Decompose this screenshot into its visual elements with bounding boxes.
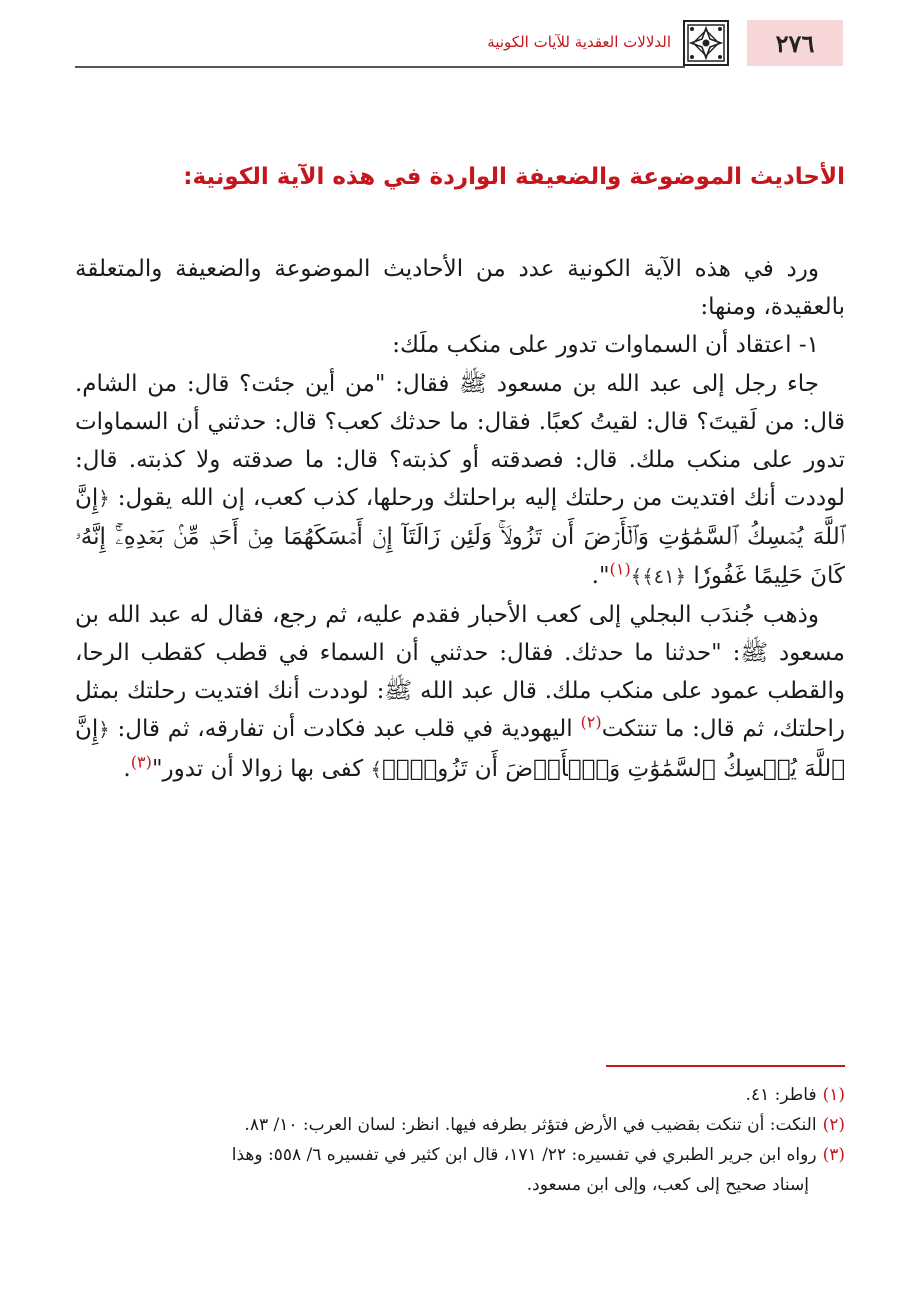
- footnote-text: فاطر: ٤١.: [745, 1085, 817, 1105]
- quran-close-bracket: ﴾: [370, 757, 382, 781]
- hadith-2-text-3: كفى بها زوالا أن تدور": [151, 755, 364, 782]
- footnote-number: (١): [822, 1085, 845, 1105]
- footnote-separator: [606, 1065, 845, 1067]
- hadith-2-text-2: اليهودية في قلب عبد فكادت أن تفارقه، ثم قال:: [117, 716, 573, 743]
- hadith-2-text-1: وذهب جُندَب البجلي إلى كعب الأحبار فقدم عليه، ثم رجع، فقال له عبد الله بن مسعود ﷺ: "حدثنا ما حدثك. فقال: حدثني أن السماء في قطب كقطب الرحا، والقطب عمود على منكب ملك. قال عبد الله ﷺ: لوددت أنك افتديت رحلتك بمثل راحلتك، ثم قال: ما تنتكت: [75, 601, 846, 743]
- running-title: الدلالات العقدية للآيات الكونية: [487, 33, 671, 51]
- footnote-ref-3: (٣): [130, 751, 152, 771]
- header-rule: [75, 66, 685, 68]
- hadith-1-end: ".: [591, 562, 610, 589]
- hadith-paragraph-1: [75, 365, 845, 596]
- footnote-1: [75, 1080, 845, 1110]
- footnote-text: النكت: أن تنكت بقضيب في الأرض فتؤثر بطرفه فيها. انظر: لسان العرب: ١٠/ ٨٣.: [244, 1115, 817, 1135]
- section-heading: الأحاديث الموضوعة والضعيفة الواردة في هذه الآية الكونية:: [183, 164, 845, 190]
- quran-open-bracket: ﴿: [98, 718, 110, 742]
- ayah-number-mark: ﴿٤١﴾: [642, 564, 687, 588]
- quran-verse-1: إِنَّ ٱللَّهَ يُمۡسِكُ ٱلسَّمَٰوَٰتِ وَٱلۡأَرۡضَ أَن تَزُولَاۚ وَلَئِن زَالَتَآ إِنۡ أَمۡسَكَهُمَا مِنۡ أَحَدٖ مِّنۢ بَعۡدِهِۦٓۚ إِنَّهُۥ كَانَ حَلِيمًا غَفُورٗا: [75, 485, 845, 589]
- hadith-paragraph-2: [75, 596, 845, 789]
- footnote-2: [75, 1110, 845, 1140]
- footnotes: [75, 1080, 845, 1200]
- hadith-1-text: جاء رجل إلى عبد الله بن مسعود ﷺ فقال: "من أين جئت؟ قال: من الشام. قال: من لَقيتَ؟ قال: لقيتُ كعبًا. فقال: ما حدثك كعب؟ قال: حدثني أن السماوات تدور على منكب ملك. قال: فصدقته أو كذبته؟ قال: ما صدقته ولا كذبته. قال: لوددت أنك افتديت من رحلتك إليه براحلتك ورحلها، كذب كعب، إن الله يقول:: [75, 370, 846, 512]
- footnote-ref-1: (١): [609, 558, 631, 578]
- item-title: ١- اعتقاد أن السماوات تدور على منكب ملَك:: [392, 332, 819, 359]
- page-header: [0, 0, 921, 78]
- footnote-text: رواه ابن جرير الطبري في تفسيره: ٢٢/ ١٧١، قال ابن كثير في تفسيره ٦/ ٥٥٨: وهذا: [231, 1145, 817, 1165]
- quran-open-bracket: ﴿: [98, 487, 110, 511]
- footnote-number: (٣): [822, 1145, 845, 1165]
- page-number: ٢٧٦: [747, 20, 843, 66]
- hadith-2-end: .: [123, 755, 131, 782]
- footnote-3-continuation: إسناد صحيح إلى كعب، وإلى ابن مسعود.: [526, 1175, 809, 1195]
- footnote-3: [75, 1140, 845, 1170]
- footnote-number: (٢): [822, 1115, 845, 1135]
- quran-verse-2: إِنَّ ٱللَّهَ يُمۡسِكُ ٱلسَّمَٰوَٰتِ وَٱلۡأَرۡضَ أَن تَزُولَاۚ: [75, 716, 845, 782]
- footnote-ref-2: (٢): [580, 712, 602, 732]
- intro-paragraph: ورد في هذه الآية الكونية عدد من الأحاديث الموضوعة والضعيفة والمتعلقة بالعقيدة، ومنها:: [75, 256, 845, 321]
- main-text: [75, 250, 845, 789]
- quran-close-bracket: ﴾: [630, 564, 643, 588]
- geometric-ornament-icon: [683, 20, 729, 66]
